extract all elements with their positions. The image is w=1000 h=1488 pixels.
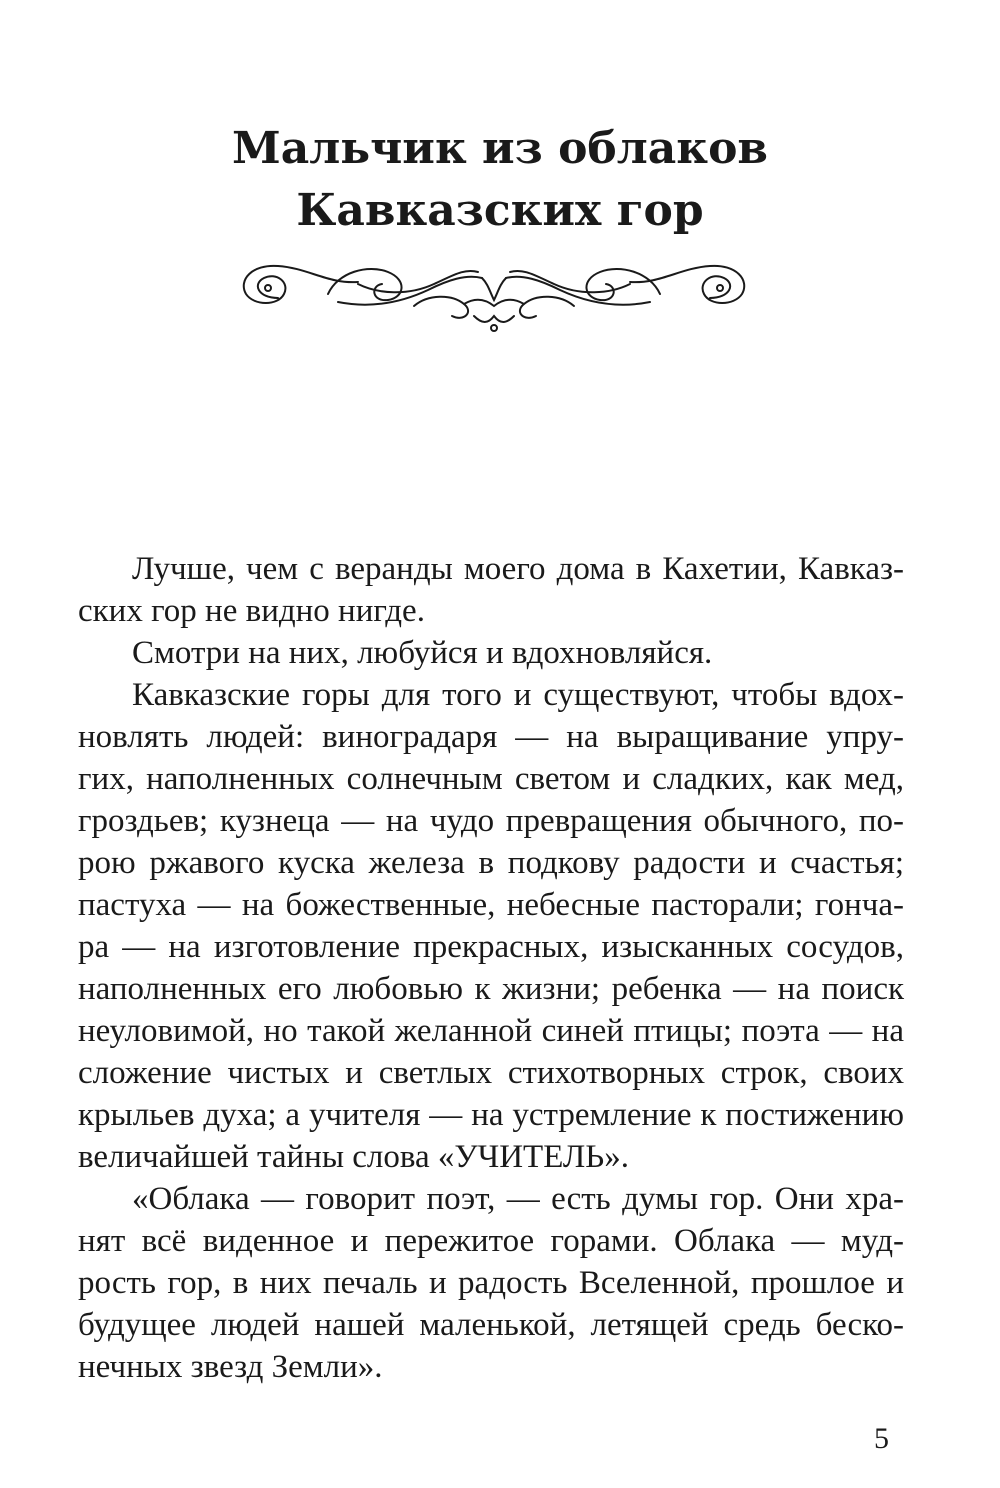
text-line: неуловимой, но такой желанной синей птицы; поэта — на [78,1013,904,1049]
text-line: рою ржавого куска железа в подкову радости и счастья; [78,845,904,881]
text-line: гих, наполненных солнечным светом и сладких, как мед, [78,761,904,797]
text-line: рость гор, в них печаль и радость Вселенной, прошлое и [78,1265,904,1301]
text-line: Лучше, чем с веранды моего дома в Кахетии, Кавказ- [132,551,904,587]
text-line: нят всё виденное и пережитое горами. Облака — муд- [78,1223,904,1259]
text-line: крыльев духа; а учителя — на устремление к постижению [78,1097,904,1133]
text-line: Кавказские горы для того и существуют, чтобы вдох- [132,677,904,713]
body-text [78,548,904,1388]
page-number: 5 [874,1422,889,1455]
text-line: нечных звезд Земли». [78,1349,383,1385]
text-line: новлять людей: виноградаря — на выращивание упру- [78,719,904,755]
text-line: гроздьев; кузнеца — на чудо превращения обычного, по- [78,803,904,839]
chapter-title-line-1: Мальчик из облаков [232,123,768,174]
flourish-divider-icon [238,254,750,334]
text-line: сложение чистых и светлых стихотворных строк, своих [78,1055,904,1091]
text-line: «Облака — говорит поэт, — есть думы гор. Они хра- [132,1181,904,1217]
text-line: ра — на изготовление прекрасных, изысканных сосудов, [78,929,904,965]
text-line: будущее людей нашей маленькой, летящей средь беско- [78,1307,904,1343]
text-line: пастуха — на божественные, небесные пасторали; гонча- [78,887,904,923]
chapter-title-line-2: Кавказских гор [296,185,704,236]
text-line: величайшей тайны слова «УЧИТЕЛЬ». [78,1139,630,1175]
text-line: ских гор не видно нигде. [78,593,425,629]
text-line: Смотри на них, любуйся и вдохновляйся. [132,635,713,671]
text-line: наполненных его любовью к жизни; ребенка — на поиск [78,971,904,1007]
